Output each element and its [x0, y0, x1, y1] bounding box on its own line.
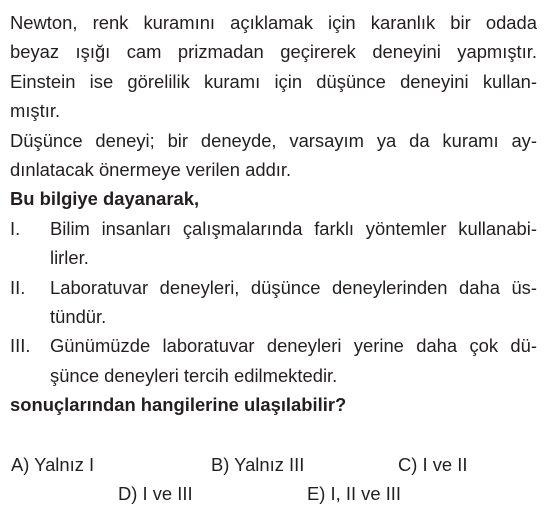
passage-line: Einstein ise görelilik kuramı için düşünce deneyini kullan- — [10, 70, 537, 92]
statement-number: III. — [10, 335, 31, 357]
statement-line: Bilim insanları çalışmalarında farklı yöntemler kullanabi- — [50, 217, 537, 239]
statement-line: şünce deneyleri tercih edilmektedir. — [50, 364, 338, 386]
statement-item-1 — [10, 214, 537, 243]
statement-line: lirler. — [50, 247, 89, 269]
statement-line: Laboratuvar deneyleri, düşünce deneylerinden daha üs- — [50, 276, 537, 298]
statement-item-2 — [10, 273, 537, 302]
question-prompt: sonuçlarından hangilerine ulaşılabilir? — [10, 394, 347, 416]
option-a[interactable]: A) Yalnız I — [11, 454, 95, 475]
statement-line: tündür. — [50, 305, 107, 327]
option-d[interactable]: D) I ve III — [118, 483, 193, 504]
statement-line: Günümüzde laboratuvar deneyleri yerine daha çok dü- — [50, 335, 537, 357]
passage-line: mıştır. — [10, 100, 61, 122]
statement-number: II. — [10, 276, 26, 298]
statement-item-2-continued — [10, 302, 537, 331]
passage-line: beyaz ışığı cam prizmadan geçirerek deneyini yapmıştır. — [10, 41, 537, 63]
statement-item-3 — [10, 331, 537, 360]
passage-line: Newton, renk kuramını açıklamak için karanlık bir odada — [10, 12, 537, 33]
statement-item-1-continued — [10, 243, 537, 272]
statement-item-3-continued — [10, 361, 537, 390]
question-text-block — [10, 8, 537, 419]
question-stem: Bu bilgiye dayanarak, — [10, 188, 200, 210]
statement-number: I. — [10, 217, 21, 239]
option-b[interactable]: B) Yalnız III — [211, 454, 305, 475]
passage-line: Düşünce deneyi; bir deneyde, varsayım ya da kuramı ay- — [10, 129, 537, 151]
passage-line: dınlatacak önermeye verilen addır. — [10, 158, 292, 180]
option-c[interactable]: C) I ve II — [398, 454, 468, 475]
option-e[interactable]: E) I, II ve III — [307, 483, 402, 504]
